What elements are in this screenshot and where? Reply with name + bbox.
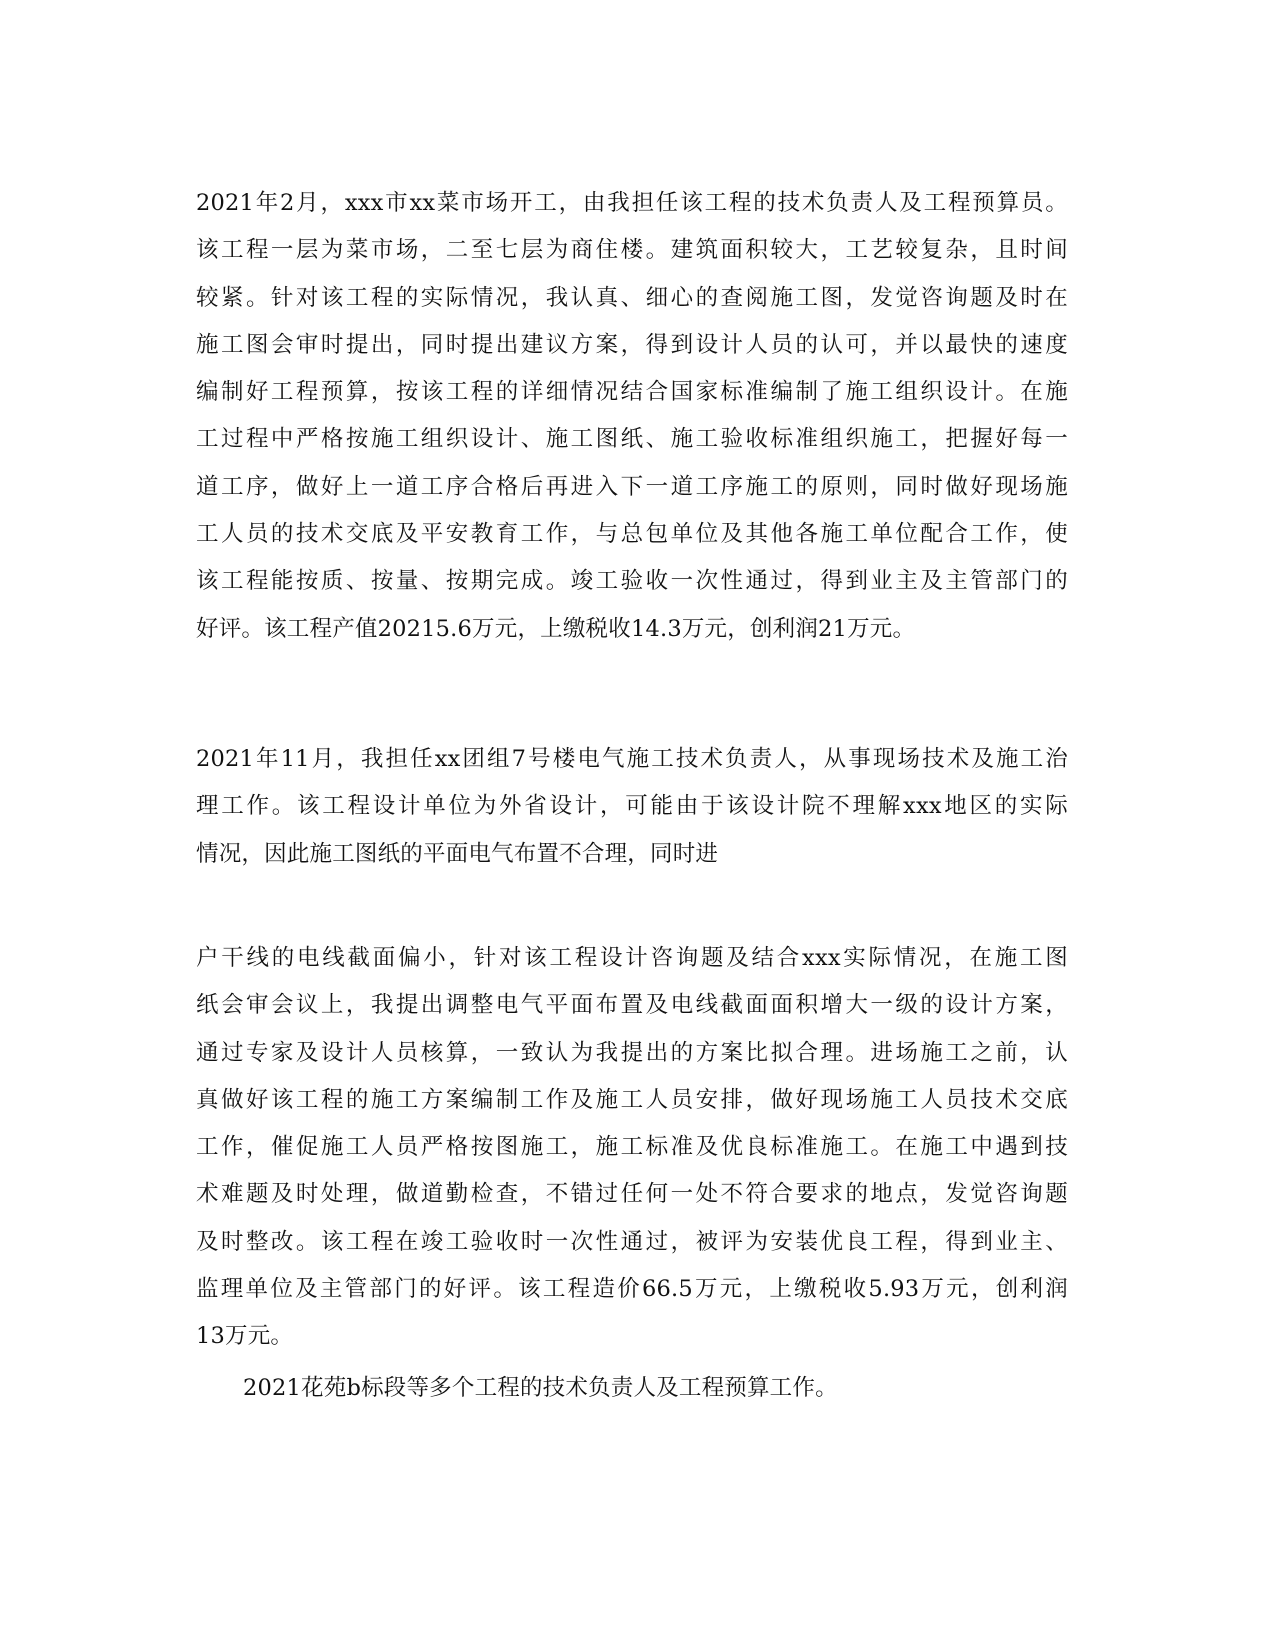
text-line: 纸会审会议上，我提出调整电气平面布置及电线截面面积增大一级的设计方案， <box>196 992 1068 1019</box>
text-line: 该工程能按质、按量、按期完成。竣工验收一次性通过，得到业主及主管部门的 <box>196 568 1068 595</box>
text-line: 工人员的技术交底及平安教育工作，与总包单位及其他各施工单位配合工作，使 <box>196 521 1068 548</box>
paragraph-huayuan-project <box>243 1365 1068 1412</box>
text-line: 该工程一层为菜市场，二至七层为商住楼。建筑面积较大，工艺较复杂，且时间 <box>196 237 1068 264</box>
text-line: 及时整改。该工程在竣工验收时一次性通过，被评为安装优良工程，得到业主、 <box>196 1228 1068 1255</box>
text-line: 工过程中严格按施工组织设计、施工图纸、施工验收标准组织施工，把握好每一 <box>196 426 1068 453</box>
text-line: 2021花苑b标段等多个工程的技术负责人及工程预算工作。 <box>243 1375 838 1401</box>
text-line: 情况，因此施工图纸的平面电气布置不合理，同时进 <box>196 840 719 867</box>
text-line: 通过专家及设计人员核算，一致认为我提出的方案比拟合理。进场施工之前，认 <box>196 1039 1068 1066</box>
text-line: 较紧。针对该工程的实际情况，我认真、细心的查阅施工图，发觉咨询题及时在 <box>196 284 1068 311</box>
text-line: 工作，催促施工人员严格按图施工，施工标准及优良标准施工。在施工中遇到技 <box>196 1134 1068 1161</box>
text-line: 施工图会审时提出，同时提出建议方案，得到设计人员的认可，并以最快的速度 <box>196 331 1068 358</box>
text-line: 监理单位及主管部门的好评。该工程造价66.5万元，上缴税收5.93万元，创利润 <box>196 1276 1068 1303</box>
text-line: 理工作。该工程设计单位为外省设计，可能由于该设计院不理解xxx地区的实际 <box>196 793 1068 820</box>
text-line: 编制好工程预算，按该工程的详细情况结合国家标准编制了施工组织设计。在施 <box>196 379 1068 406</box>
text-line: 2021年2月，xxx市xx菜市场开工，由我担任该工程的技术负责人及工程预算员。 <box>196 190 1068 216</box>
text-line: 户干线的电线截面偏小，针对该工程设计咨询题及结合xxx实际情况，在施工图 <box>196 945 1068 971</box>
paragraph-electrical-project-continued <box>196 935 1068 1361</box>
text-line: 好评。该工程产值20215.6万元，上缴税收14.3万元，创利润21万元。 <box>196 615 916 642</box>
text-line: 2021年11月，我担任xx团组7号楼电气施工技术负责人，从事现场技术及施工治 <box>196 746 1068 772</box>
paragraph-electrical-project <box>196 736 1068 878</box>
paragraph-caishichang-project <box>196 180 1068 653</box>
text-line: 13万元。 <box>196 1323 294 1350</box>
text-line: 道工序，做好上一道工序合格后再进入下一道工序施工的原则，同时做好现场施 <box>196 473 1068 500</box>
text-line: 真做好该工程的施工方案编制工作及施工人员安排，做好现场施工人员技术交底 <box>196 1086 1068 1113</box>
text-line: 术难题及时处理，做道勤检查，不错过任何一处不符合要求的地点，发觉咨询题 <box>196 1181 1068 1208</box>
